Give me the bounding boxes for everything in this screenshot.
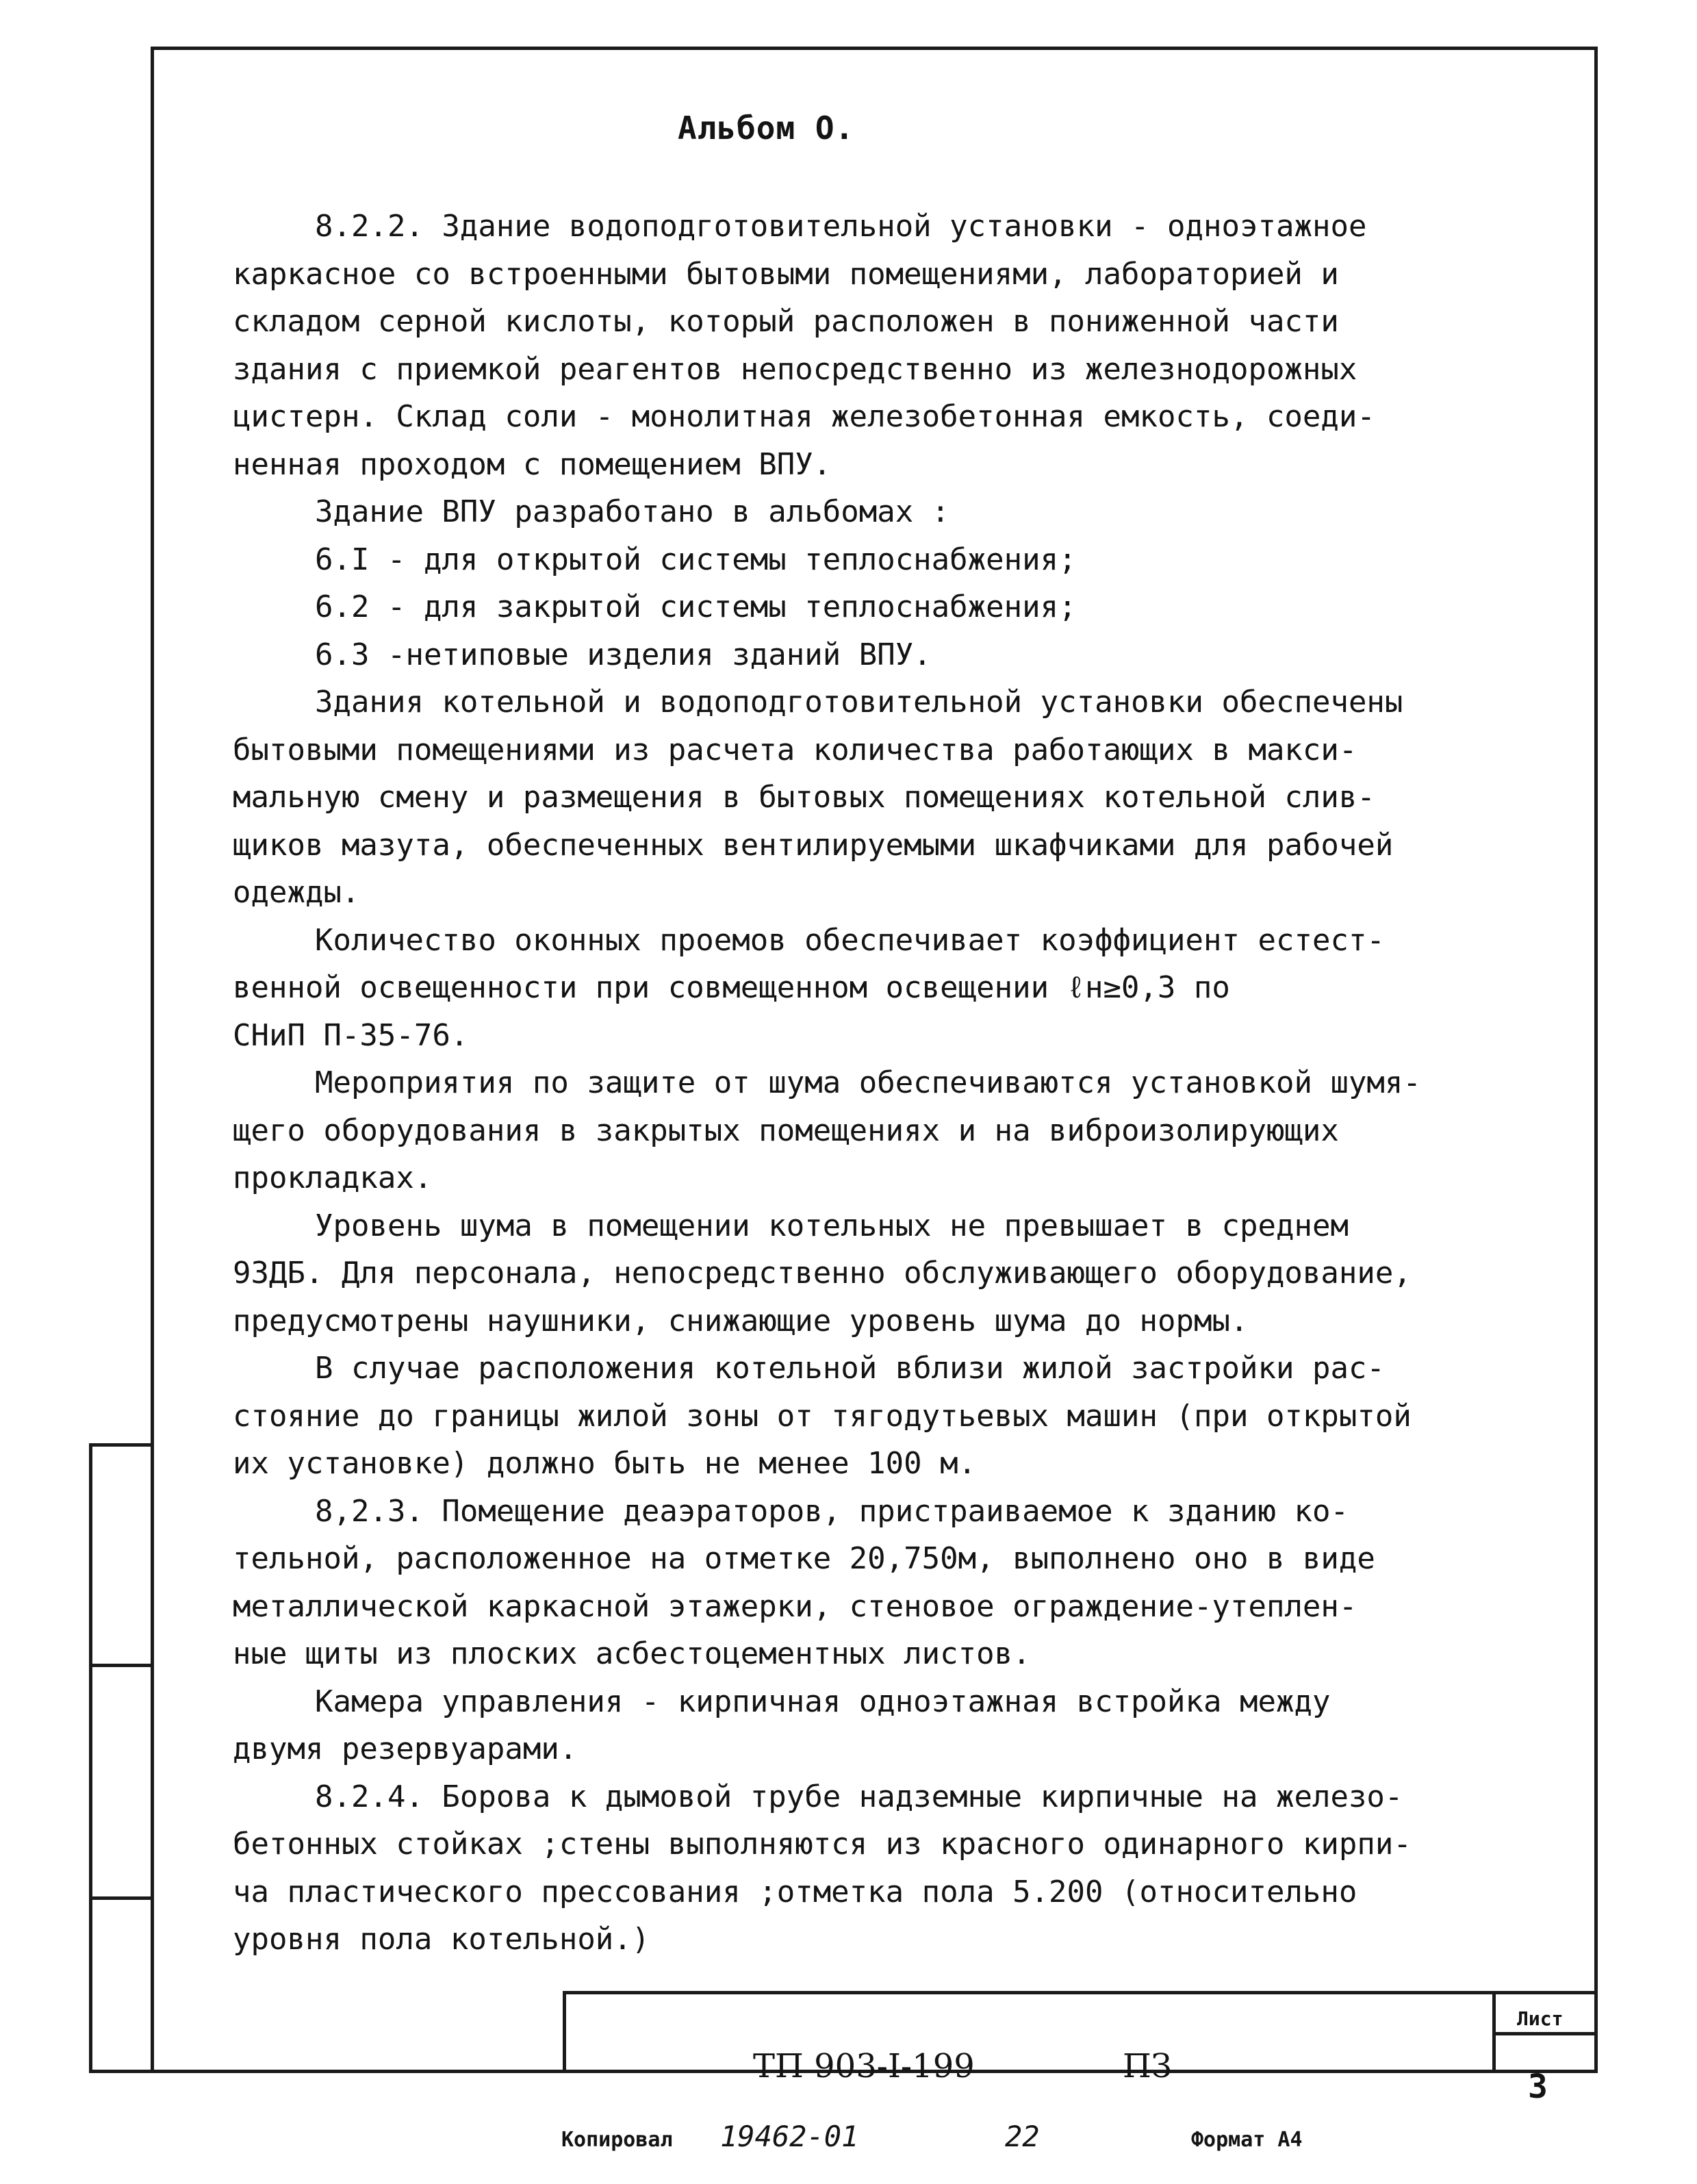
text-line: щего оборудования в закрытых помещениях и на виброизолирующих	[233, 1113, 1339, 1148]
text-line: уровня пола котельной.)	[233, 1922, 650, 1957]
text-line: металлической каркасной этажерки, стеновое ограждение-утеплен-	[233, 1588, 1357, 1624]
text-line: их установке) должно быть не менее 100 м.	[233, 1446, 977, 1481]
text-line: каркасное со встроенными бытовыми помещениями, лабораторией и	[233, 256, 1339, 292]
text-line: цистерн. Склад соли - монолитная железобетонная емкость, соеди-	[233, 399, 1375, 434]
text-line: 8,2.3. Помещение деаэраторов, пристраиваемое к зданию ко-	[315, 1493, 1349, 1529]
text-line: одежды.	[233, 875, 360, 910]
text-line: ча пластического прессования ;отметка пола 5.200 (относительно	[233, 1874, 1357, 1909]
text-line: двумя резервуарами.	[233, 1731, 578, 1766]
text-line: ненная проходом с помещением ВПУ.	[233, 446, 832, 482]
sheet-label: Лист	[1517, 2007, 1564, 2030]
sheet-number: 3	[1528, 2068, 1548, 2106]
text-line: 93ДБ. Для персонала, непосредственно обслуживающего оборудование,	[233, 1256, 1412, 1291]
text-line: стояние до границы жилой зоны от тягодутьевых машин (при открытой	[233, 1398, 1412, 1434]
text-line: здания с приемкой реагентов непосредственно из железнодорожных	[233, 351, 1357, 387]
text-line: Здания котельной и водоподготовительной установки обеспечены	[315, 685, 1403, 720]
binding-stub-line	[89, 2070, 154, 2073]
sheet-cell-divider	[1492, 2032, 1598, 2035]
title-block	[563, 1991, 1598, 2073]
binding-stub-vline	[89, 1443, 92, 2073]
text-line: Количество оконных проемов обеспечивает коэффициент естест-	[315, 922, 1385, 958]
text-line: Здание ВПУ разработано в альбомах :	[315, 494, 950, 529]
text-line: Камера управления - кирпичная одноэтажная встройка между	[315, 1684, 1331, 1719]
text-line: бетонных стойках ;стены выполняются из красного одинарного кирпи-	[233, 1827, 1412, 1862]
text-line: прокладках.	[233, 1160, 433, 1195]
document-body	[233, 203, 1554, 1964]
text-line: складом серной кислоты, который расположен в пониженной части	[233, 304, 1339, 339]
text-line: венной освещенности при совмещенном освещении ℓн≥0,3 по	[233, 970, 1230, 1005]
binding-stub-line	[89, 1443, 154, 1447]
text-line: ные щиты из плоских асбестоцементных листов.	[233, 1636, 1031, 1671]
text-line: Уровень шума в помещении котельных не превышает в среднем	[315, 1208, 1349, 1243]
binding-stub-line	[89, 1664, 154, 1667]
binding-stub-line	[89, 1896, 154, 1900]
order-number: 22	[1005, 2120, 1040, 2153]
list-item: 6.I - для открытой системы теплоснабжения;	[315, 542, 1077, 577]
text-line: предусмотрены наушники, снижающие уровень шума до нормы.	[233, 1303, 1249, 1338]
copied-value: 19462-01	[720, 2120, 859, 2153]
text-line: СНиП П-35-76.	[233, 1017, 469, 1053]
text-line: тельной, расположенное на отметке 20,750м, выполнено оно в виде	[233, 1541, 1375, 1576]
album-title: Альбом О.	[678, 110, 855, 147]
document-type: ПЗ	[1123, 2047, 1172, 2085]
text-line: бытовыми помещениями из расчета количества работающих в макси-	[233, 732, 1357, 767]
list-item: 6.2 - для закрытой системы теплоснабжения;	[315, 589, 1077, 624]
text-line: 8.2.4. Борова к дымовой трубе надземные кирпичные на железо-	[315, 1779, 1403, 1814]
document-code: ТП 903-I-199	[753, 2047, 975, 2085]
text-line: мальную смену и размещения в бытовых помещениях котельной слив-	[233, 780, 1375, 815]
text-line: В случае расположения котельной вблизи жилой застройки рас-	[315, 1351, 1385, 1386]
list-item: 6.3 -нетиповые изделия зданий ВПУ.	[315, 637, 932, 672]
copied-label: Копировал	[561, 2128, 673, 2152]
text-line: Мероприятия по защите от шума обеспечиваются установкой шумя-	[315, 1065, 1421, 1100]
text-line: щиков мазута, обеспеченных вентилируемыми шкафчиками для рабочей	[233, 827, 1394, 863]
format-label: Формат А4	[1191, 2128, 1303, 2152]
text-line: 8.2.2. Здание водоподготовительной установки - одноэтажное	[315, 209, 1367, 244]
